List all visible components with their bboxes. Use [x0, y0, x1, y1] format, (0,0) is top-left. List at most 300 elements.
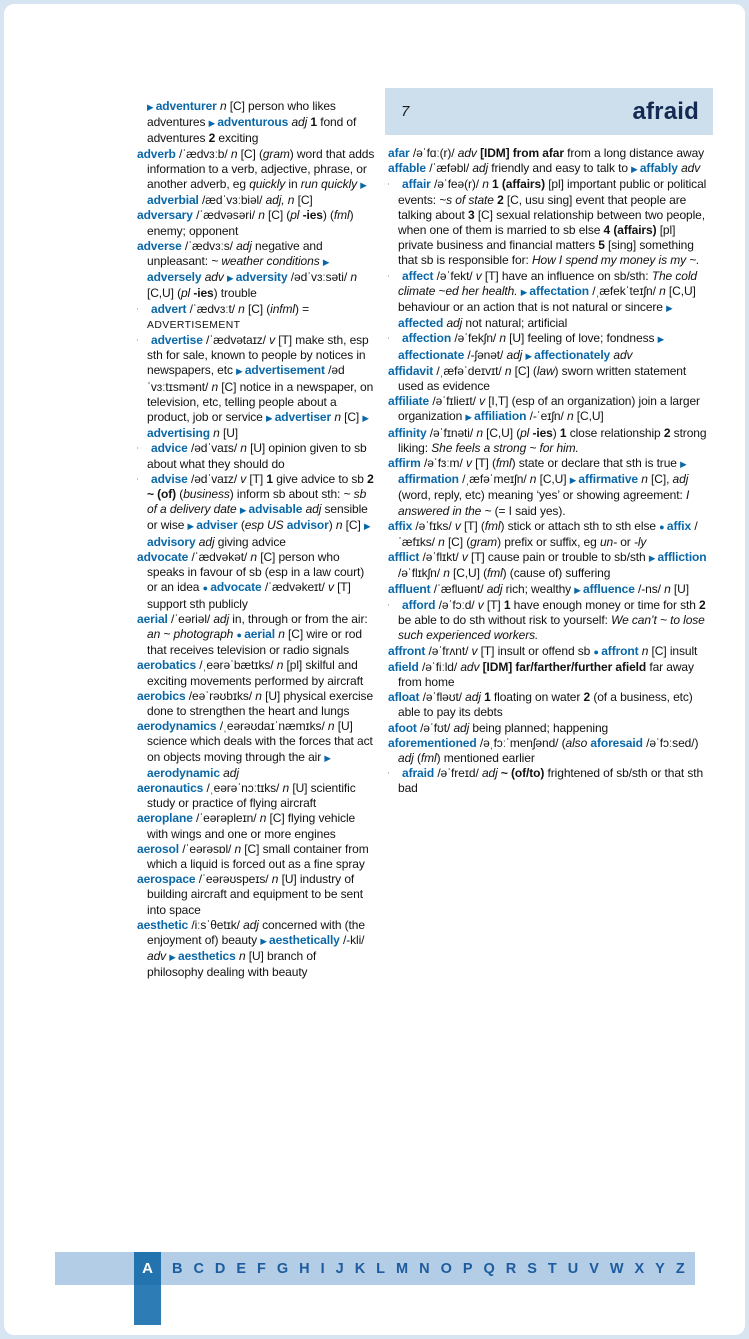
italic-text: fml [420, 750, 437, 765]
text-run: ) (cause of) suffering [502, 566, 611, 581]
text-run: ) [552, 425, 560, 440]
italic-text: adv [147, 949, 170, 964]
italic-text: n [219, 99, 227, 113]
italic-text: n [566, 409, 574, 424]
dictionary-entry [137, 550, 375, 612]
text-run: be able to do sth without risk to yourself: [398, 613, 612, 628]
italic-text: pl [520, 425, 530, 440]
bold-text: 1 [484, 690, 494, 705]
bold-text: 1 [310, 115, 321, 130]
text-run: /ˈeəriəl/ [171, 611, 214, 626]
text-run: /əˈflɪkt/ [422, 550, 462, 565]
text-run: ( [413, 750, 421, 765]
headword: advertise [151, 333, 207, 348]
text-run: ) sworn written statement used as evidence [398, 363, 687, 394]
derived-word: affirmative [578, 472, 642, 487]
italic-text: v [477, 597, 484, 612]
text-run: [C], [647, 472, 673, 487]
bold-text: 2 [699, 597, 706, 612]
italic-text: n [334, 410, 341, 425]
dictionary-entry [137, 689, 375, 719]
text-run: [C] person who likes adventures [147, 99, 336, 130]
dictionary-entry [388, 660, 708, 690]
alphabet-letter-x[interactable]: X [634, 1260, 645, 1277]
headword: afield [388, 659, 422, 674]
italic-text: fml [333, 208, 350, 223]
text-run: [C] [340, 410, 363, 425]
text-run: [sing] something that sb is responsible for: [398, 238, 694, 268]
alphabet-letter-b[interactable]: B [171, 1260, 183, 1277]
italic-text: gram [262, 146, 290, 161]
dictionary-entry [388, 690, 708, 720]
headword: affair [402, 177, 434, 192]
italic-text: adj [453, 720, 470, 735]
bold-text: [IDM] far/farther/further afield [482, 659, 650, 674]
bold-text: -ies [299, 208, 323, 223]
alphabet-letter-p[interactable]: P [462, 1260, 473, 1277]
alphabet-letter-l[interactable]: L [376, 1260, 386, 1277]
alphabet-letter-q[interactable]: Q [483, 1260, 495, 1277]
text-run: concerned with (the enjoyment of) beauty [147, 917, 365, 947]
dictionary-entry [137, 658, 375, 688]
alphabet-letter-y[interactable]: Y [655, 1260, 665, 1277]
text-run: [pl] important public or political events: [398, 177, 707, 207]
text-run: [C] small container from which a liquid is forced out as a fine spray [147, 841, 369, 871]
text-run: ) [328, 518, 336, 533]
dictionary-entry [137, 239, 375, 302]
text-run: exciting [218, 131, 259, 146]
headword: affidavit [388, 363, 437, 378]
text-run: [C,U] ( [449, 566, 487, 581]
headword: affront [388, 643, 429, 658]
italic-text: n [641, 643, 649, 658]
alphabet-letter-z[interactable]: Z [675, 1260, 685, 1277]
text-run: /əˈfləʊt/ [422, 690, 466, 705]
headword: adversary [137, 208, 197, 223]
italic-text: adj [486, 581, 503, 596]
text-run: [C,U] ( [147, 286, 181, 301]
headword: adverse [137, 238, 185, 253]
dictionary-entry [137, 612, 375, 659]
oxford-key-icon [137, 302, 148, 317]
italic-text: n [238, 949, 246, 964]
text-run: strong liking: [398, 425, 707, 455]
alphabet-letter-h[interactable]: H [299, 1260, 310, 1277]
text-run: [T] insult or offend sb [477, 643, 594, 658]
derived-word: aerodynamic [147, 765, 224, 780]
alphabet-letter-i[interactable]: I [320, 1260, 325, 1277]
text-run: /əˈfreɪd/ [437, 766, 482, 781]
italic-text: n [482, 177, 493, 192]
italic-text: adj [305, 502, 322, 517]
headword: advocate [210, 580, 265, 595]
derived-word: advertising [147, 426, 214, 441]
italic-text: How I spend my money is my ~. [531, 253, 700, 268]
text-run: far away from home [398, 659, 694, 689]
derived-word: affiliation [474, 409, 530, 424]
text-run: [I,T] (esp of an organization) join a larger organization [398, 394, 700, 424]
alphabet-letter-s[interactable]: S [527, 1260, 537, 1277]
headword: aeronautics [137, 780, 207, 795]
text-run: from a long distance away [567, 146, 705, 160]
text-run: [T] ( [460, 518, 485, 533]
headword: aerobatics [137, 658, 200, 673]
alphabet-letter-n[interactable]: N [419, 1260, 430, 1277]
alphabet-letter-u[interactable]: U [567, 1260, 579, 1277]
alphabet-thumb-tab[interactable] [134, 1285, 161, 1325]
text-run: [U] [670, 581, 689, 596]
italic-text: n [641, 472, 648, 487]
derived-word: affectionately [534, 347, 614, 362]
headword: aerial [137, 611, 171, 626]
text-run: /ədˈvɜːsəti/ [290, 270, 351, 285]
derived-word: aforesaid [590, 735, 647, 750]
italic-text: We can’t ~ to lose such experienced workers. [398, 613, 705, 643]
dictionary-entry [137, 333, 375, 441]
bold-text: -ies [529, 425, 553, 440]
alphabet-letter-k[interactable]: K [354, 1260, 366, 1277]
text-run: fond of adventures [147, 115, 357, 146]
alphabet-letter-r[interactable]: R [505, 1260, 517, 1277]
dictionary-entry [388, 177, 708, 268]
alphabet-letter-e[interactable]: E [236, 1260, 247, 1277]
derived-word: affluence [583, 581, 639, 596]
italic-text: n [438, 535, 445, 550]
italic-text: n [258, 208, 265, 223]
italic-text: n [240, 441, 247, 456]
italic-text: adj [213, 611, 230, 626]
italic-text: adj [672, 472, 689, 487]
italic-text: adj [243, 917, 259, 932]
text-run: /ˌæfəˈmeɪʃn/ [462, 472, 530, 487]
text-run: /ˈædvɜːs/ [184, 238, 237, 253]
italic-text: n [350, 270, 357, 285]
derived-marker-icon: ▶ [236, 366, 245, 377]
text-run: ) mentioned earlier [436, 750, 535, 765]
italic-text: n [282, 780, 290, 795]
dictionary-entry [137, 99, 375, 147]
text-run: ) prefix or suffix, eg [497, 535, 600, 550]
text-run: [U] scientific study or practice of flying aircraft [147, 780, 356, 811]
derived-marker-icon: ▶ [322, 257, 330, 268]
text-run: [U] science which deals with the forces that act on objects moving through the air [147, 719, 373, 764]
text-run: [pl] skilful and exciting movements performed by aircraft [147, 658, 364, 688]
dictionary-entry [388, 394, 708, 425]
oxford-key-icon [137, 472, 148, 487]
text-run: /ˌeərəʊdaɪˈnæmɪks/ [219, 719, 328, 734]
italic-text: v [479, 394, 485, 409]
text-run: (of a business, etc) able to pay its debts [398, 690, 693, 720]
italic-text: n [335, 518, 343, 533]
italic-text: adj [198, 534, 215, 549]
derived-word: affectionate [398, 347, 468, 362]
bold-text: [IDM] from afar [480, 146, 568, 160]
text-run: ) = [295, 301, 310, 316]
headword: affirm [388, 456, 424, 471]
italic-text: ~ weather conditions [211, 254, 323, 269]
dictionary-entry [137, 208, 375, 238]
italic-text: business [183, 487, 230, 502]
text-run: [C,U] ( [482, 425, 521, 440]
italic-text: n [234, 841, 242, 856]
text-run: [U] feeling of love; fondness [505, 331, 658, 346]
oxford-key-icon [137, 333, 148, 348]
italic-text: n [211, 379, 219, 394]
headword: advice [151, 441, 191, 456]
dictionary-entry [137, 441, 375, 471]
text-run: floating on water [493, 690, 584, 705]
text-run: ) trouble [213, 286, 257, 301]
headword: aerosol [137, 841, 183, 856]
italic-text: adj [506, 347, 526, 362]
text-run: giving advice [214, 534, 286, 549]
text-run: [U] branch of philosophy dealing with beauty [147, 949, 317, 980]
alphabet-letter-v[interactable]: V [589, 1260, 599, 1277]
italic-text: n [259, 811, 267, 826]
text-run: /əˈfekt/ [436, 268, 476, 283]
text-run: [C, usu sing] event that people are talking about [398, 192, 687, 222]
derived-marker-icon: ▶ [147, 102, 156, 112]
derived-word: adventurous [217, 115, 292, 130]
italic-text: adj [223, 765, 239, 780]
alphabet-letter-o[interactable]: O [440, 1260, 452, 1277]
italic-text: also [565, 735, 591, 750]
dictionary-entry [137, 811, 375, 841]
alphabet-letter-c[interactable]: C [193, 1260, 204, 1277]
text-run: close relationship [569, 425, 664, 440]
italic-text: She feels a strong ~ for him. [431, 440, 579, 455]
bold-text: 2 [583, 690, 594, 705]
bold-text: ~ (of/to) [500, 766, 548, 781]
derived-marker-icon: ▶ [574, 584, 583, 595]
text-run: in [285, 177, 301, 192]
text-run: /əˈfɪlieɪt/ [432, 394, 480, 409]
italic-text: law [536, 363, 555, 378]
derived-word: affliction [657, 550, 707, 565]
text-run: [C] ( [244, 301, 271, 316]
dictionary-entry [388, 269, 708, 332]
text-run: [C,U] [536, 472, 570, 487]
alphabet-letter-g[interactable]: G [276, 1260, 289, 1277]
right-column [388, 146, 708, 797]
derived-marker-icon: ▶ [465, 412, 475, 423]
bold-text: -ies [190, 286, 214, 301]
dictionary-entry [388, 598, 708, 644]
text-run: /ədˈvaɪs/ [191, 441, 241, 456]
italic-text: v [269, 333, 276, 348]
italic-text: adj [236, 238, 252, 253]
dictionary-entry [388, 721, 708, 736]
derived-word: advertisement [244, 363, 329, 378]
text-run: [U] opinion given to sb about what they should do [147, 441, 367, 471]
text-run: /ədˈvaɪz/ [191, 471, 241, 486]
alphabet-letter-j[interactable]: J [335, 1260, 344, 1277]
text-run: /əˈfɑː(r)/ [412, 146, 458, 160]
italic-text: ~s of state [439, 192, 498, 207]
italic-text: n [250, 549, 257, 564]
italic-text: n [499, 331, 506, 346]
derived-word: advisable [248, 502, 306, 517]
bold-text: 2 [497, 192, 507, 207]
dictionary-entry [388, 456, 708, 519]
bold-text: 5 [598, 238, 609, 253]
text-run: /iːsˈθetɪk/ [191, 917, 244, 932]
text-run: [C] ( [511, 363, 537, 378]
italic-text: un- [599, 535, 617, 550]
headword: affront [601, 643, 642, 658]
italic-text: n [276, 658, 284, 673]
derived-marker-icon: ▶ [227, 273, 236, 284]
bold-text: 1 [503, 597, 514, 612]
text-run: /ˈædvəkeɪt/ [264, 580, 328, 595]
italic-text: quickly [249, 177, 286, 192]
text-run: rich; wealthy [502, 581, 575, 596]
text-run: [T] ( [471, 456, 496, 471]
text-run: /əˈfʊt/ [420, 720, 454, 735]
text-run: /ˈeərəsɒl/ [182, 841, 235, 856]
headword: afoot [388, 720, 421, 735]
derived-marker-icon: ▶ [208, 118, 218, 129]
italic-text: n [255, 688, 262, 703]
text-run: [C] person who speaks in favour of sb (esp in a law court) or an idea [147, 549, 365, 595]
bold-text: 2 [663, 425, 674, 440]
italic-text: n [278, 626, 285, 641]
italic-text: esp US [244, 518, 287, 533]
text-run: sensible or wise [147, 502, 368, 533]
guide-word: afraid [632, 97, 699, 125]
text-run: /-ˈeɪʃn/ [529, 409, 567, 424]
italic-text: n [238, 301, 245, 316]
headword: afflict [388, 550, 423, 565]
headword: affluent [388, 581, 434, 596]
alphabet-letter-t[interactable]: T [547, 1260, 557, 1277]
text-run: /əˈflɪkʃn/ [398, 566, 444, 581]
text-run: /ædˈvɜːbiəl/ [202, 193, 266, 208]
oxford-key-icon [388, 269, 399, 284]
derived-word: affably [639, 161, 682, 176]
derived-marker-icon: ▶ [363, 521, 371, 532]
text-run: [C] insult [648, 643, 698, 658]
italic-text: v [471, 643, 478, 658]
italic-text: v [461, 550, 468, 565]
italic-text: an ~ photograph [147, 626, 237, 641]
italic-text: gram [470, 535, 498, 550]
italic-text: adj [472, 161, 489, 176]
text-run: [T] cause pain or trouble to sb/sth [467, 550, 649, 565]
text-run: /əˈfɜːm/ [423, 456, 466, 471]
dictionary-entry [388, 644, 708, 660]
headword: affix [666, 518, 695, 533]
italic-text: adv [204, 270, 228, 285]
text-run: /əˌfɔːˈmenʃənd/ ( [479, 735, 566, 750]
italic-text: n [659, 283, 666, 298]
derived-marker-icon: ▶ [648, 553, 658, 564]
headword: advert [151, 301, 190, 316]
italic-text: The cold climate ~ed her health. [398, 268, 697, 298]
page-number: 7 [401, 103, 410, 120]
bold-text: 3 [468, 207, 478, 222]
derived-word: aesthetics [178, 949, 239, 964]
text-run: [C] ( [264, 208, 291, 223]
derived-word: affected [398, 316, 447, 331]
italic-text: fml [486, 566, 503, 581]
text-run: [T] support sth publicly [147, 580, 351, 611]
italic-text: v [240, 471, 247, 486]
text-run: [T] have an influence on sb/sth: [481, 268, 652, 283]
text-run: ) enemy; opponent [147, 208, 354, 238]
text-run: [C] wire or rod that receives television or radio signals [147, 626, 362, 658]
text-run: [C] ( [444, 535, 471, 550]
derived-word: aesthetically [269, 932, 343, 947]
italic-text: adv [460, 659, 483, 674]
derived-marker-icon: ▶ [239, 505, 249, 516]
italic-text: v [327, 580, 334, 595]
dictionary-entry [388, 146, 708, 161]
italic-text: n [271, 872, 279, 887]
oxford-key-icon [388, 766, 399, 781]
alphabet-letter-m[interactable]: M [396, 1260, 409, 1277]
text-run: /əˈfrʌnt/ [428, 643, 472, 658]
alphabet-letter-f[interactable]: F [257, 1260, 266, 1277]
alphabet-letter-a[interactable]: A [134, 1252, 161, 1285]
alphabet-letters-row [55, 1252, 695, 1285]
italic-text: n [213, 426, 220, 441]
headword: afraid [402, 766, 438, 781]
headword: aforementioned [388, 735, 480, 750]
italic-text: n [443, 566, 450, 581]
text-run: /ˈædvəkət/ [191, 549, 251, 564]
text-run: negative and unpleasant: [147, 238, 323, 269]
bold-text: 1 [266, 471, 277, 486]
dictionary-entry [388, 331, 708, 363]
derived-word: advertiser [274, 410, 335, 425]
italic-text: pl [180, 286, 191, 301]
derived-word: adversity [235, 270, 291, 285]
text-run: /əˈfiːld/ [421, 659, 461, 674]
derived-marker-icon: ▶ [680, 459, 687, 470]
text-run: /ədˈvɜːtɪsmənt/ [147, 363, 345, 394]
text-run: ( [179, 487, 184, 502]
dictionary-entry [137, 842, 375, 872]
derived-marker-icon: ▶ [657, 334, 665, 345]
text-run: [C] notice in a newspaper, on television, etc, telling people about a product, job or service [147, 379, 374, 425]
text-run: friendly and easy to talk to [488, 161, 632, 176]
headword: adverb [137, 146, 179, 161]
text-run: give advice to sb [276, 471, 368, 486]
derived-word: advisory [147, 534, 199, 549]
text-run: /ˈeərəʊspeɪs/ [198, 872, 272, 887]
text-run: [pl] private business and financial matters [398, 223, 676, 253]
text-run: [C] sexual relationship between two people, when one of them is married to sb else [398, 207, 705, 238]
text-run: or [616, 535, 634, 550]
alphabet-letter-d[interactable]: D [214, 1260, 226, 1277]
derived-marker-icon: ▶ [324, 752, 331, 763]
alphabet-letter-w[interactable]: W [609, 1260, 624, 1277]
text-run: /əˈfɔːd/ [438, 597, 478, 612]
text-run: frightened of sb/sth or that sth bad [398, 766, 704, 796]
dictionary-entry [388, 550, 708, 581]
text-run: [C,U] behaviour or an action that is not natural or sincere [398, 283, 696, 315]
headword: aeroplane [137, 811, 197, 826]
text-run: /ˈeərəpleɪn/ [196, 811, 260, 826]
left-column [137, 99, 375, 981]
text-run: (= I said yes). [491, 503, 566, 518]
dictionary-entry [388, 161, 708, 177]
italic-text: adj [291, 115, 311, 130]
headword: advocate [137, 549, 192, 564]
oxford-key-icon [388, 598, 399, 613]
italic-text: I answered in the ~ [398, 488, 690, 518]
